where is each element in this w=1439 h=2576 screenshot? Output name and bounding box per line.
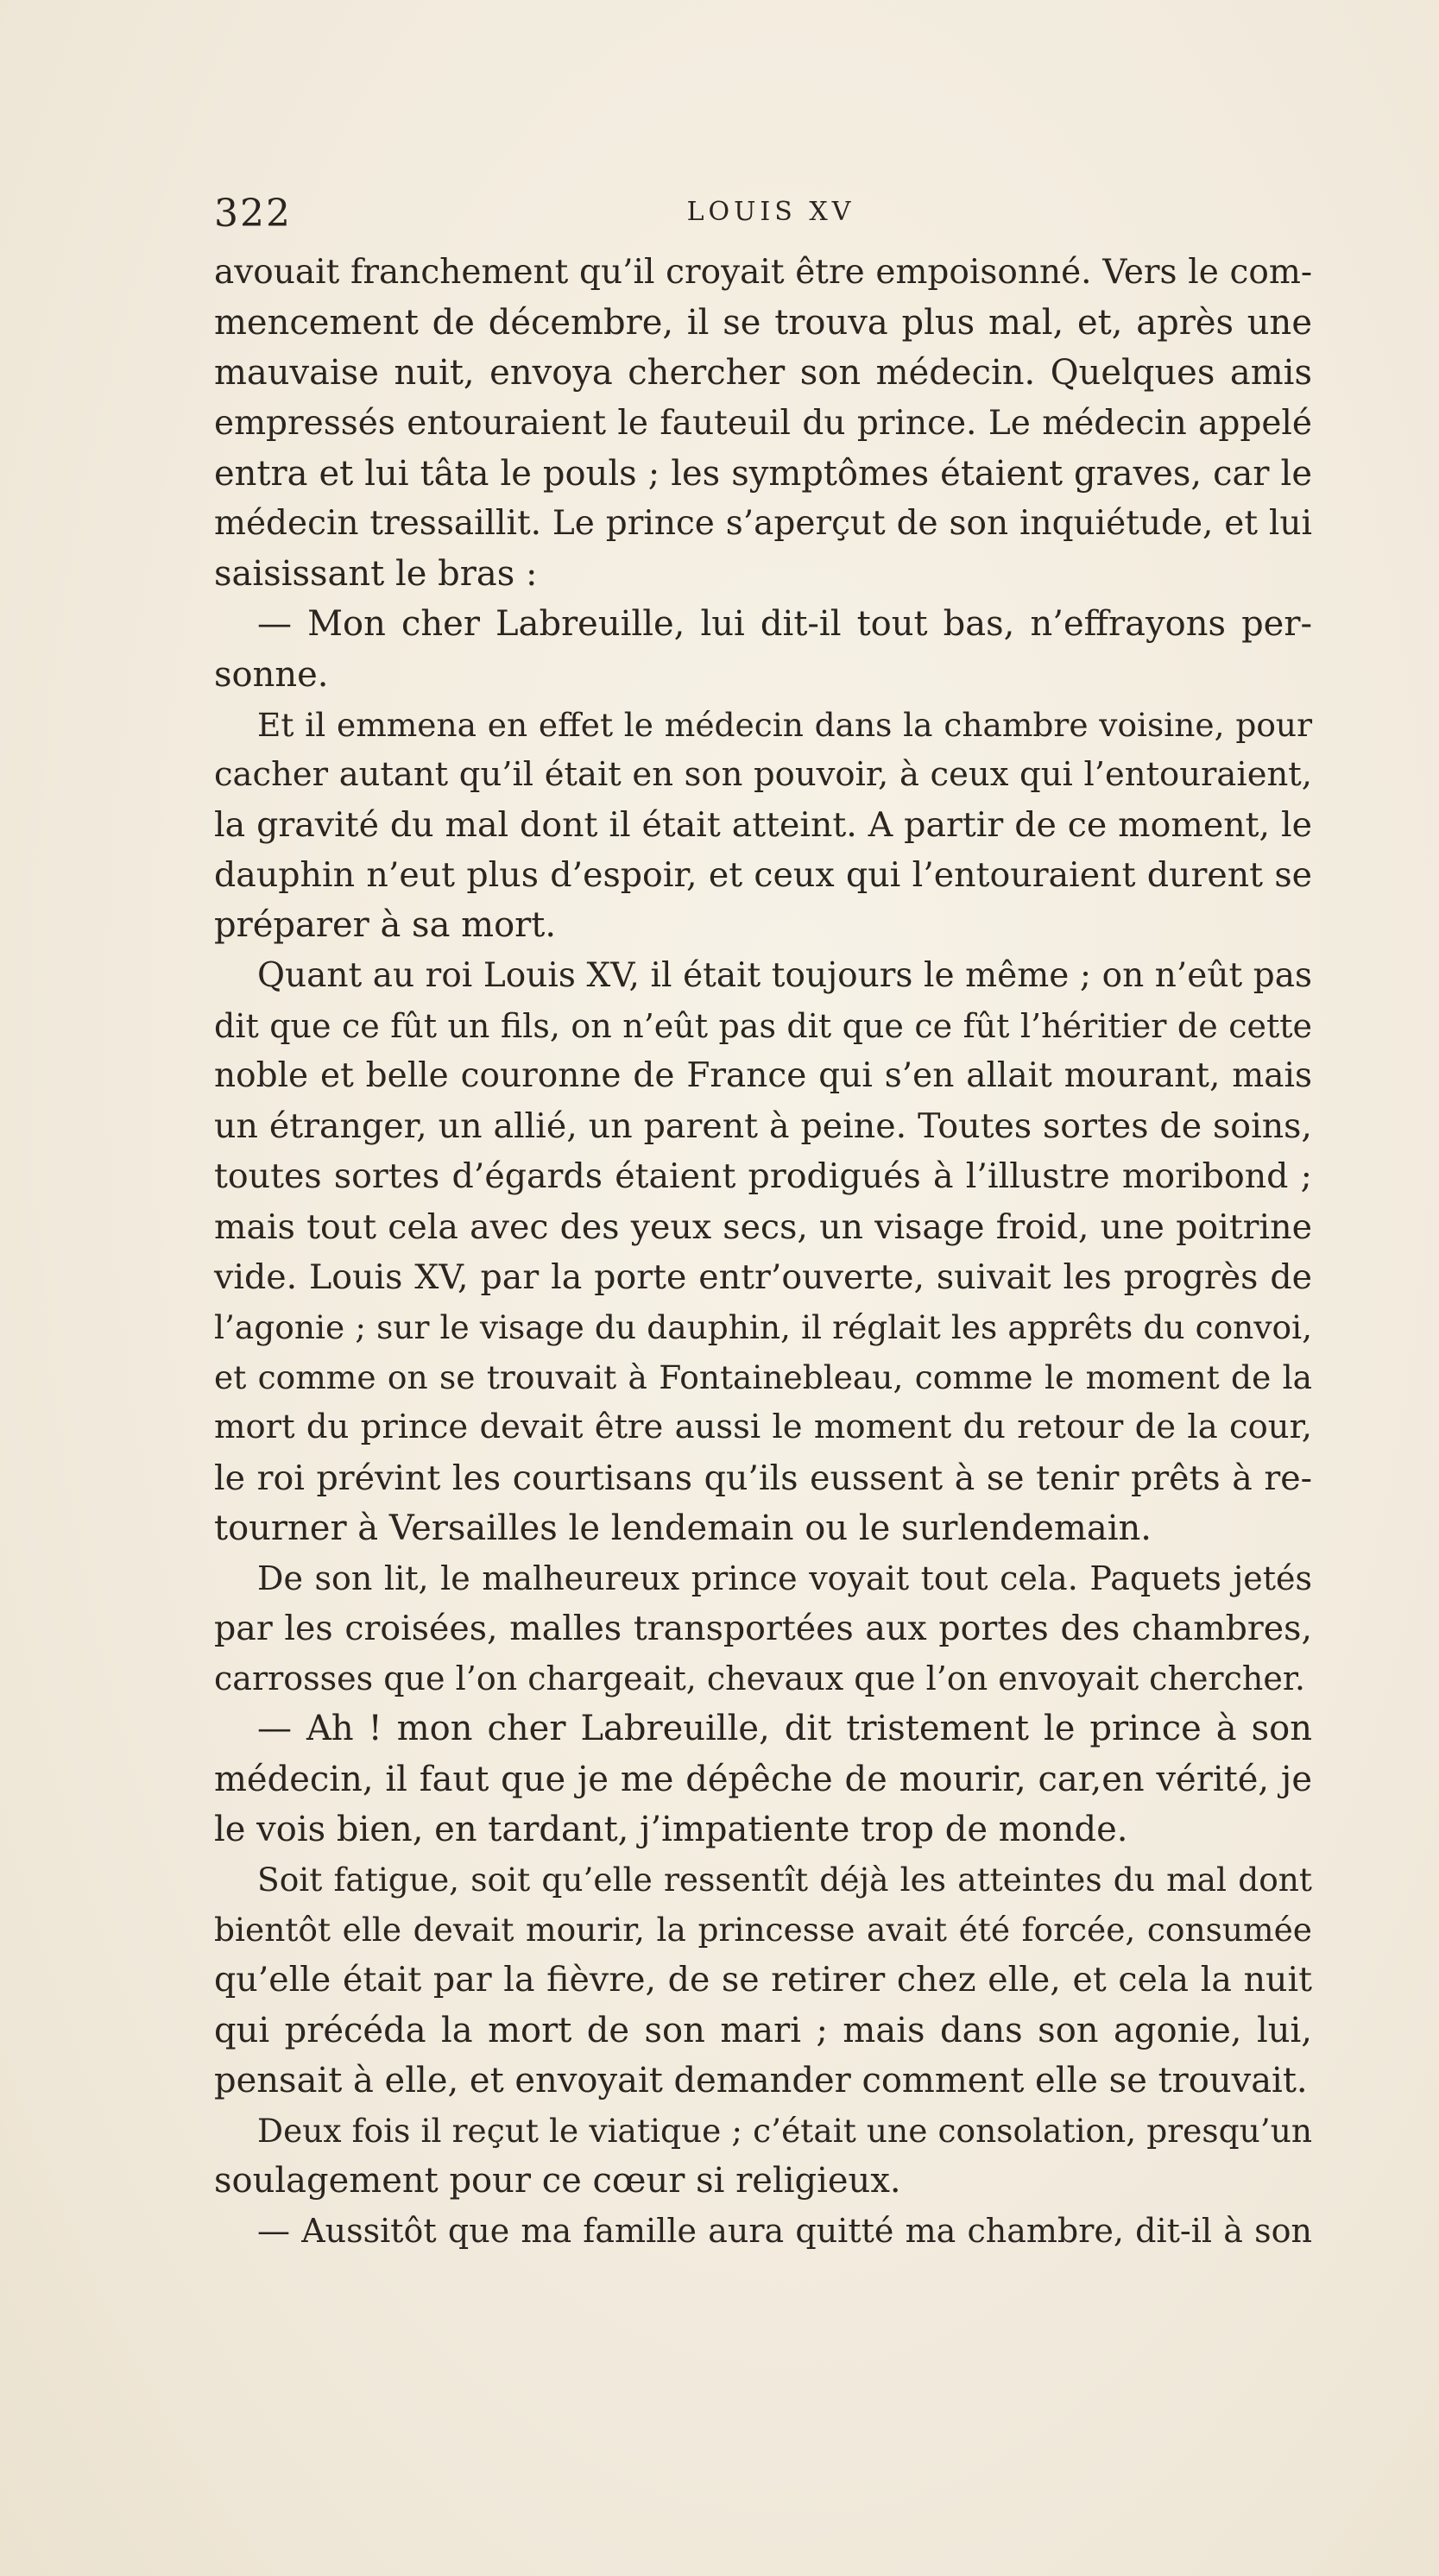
text-line: avouait franchement qu’il croyait être empoisonné. Vers le com-: [214, 253, 1312, 292]
text-line: qu’elle était par la fièvre, de se retirer chez elle, et cela la nuit: [214, 1960, 1312, 2000]
text-line: Deux fois il reçut le viatique ; c’était une consolation, presqu’un: [257, 2111, 1312, 2150]
text-line: dauphin n’eut plus d’espoir, et ceux qui l’entouraient durent se: [214, 855, 1312, 896]
text-line: médecin, il faut que je me dépêche de mourir, car,en vérité, je: [214, 1759, 1312, 1799]
text-line: sonne.: [214, 654, 329, 695]
text-line: par les croisées, malles transportées aux portes des chambres,: [214, 1609, 1312, 1649]
text-line: carrosses que l’on chargeait, chevaux que l’on envoyait chercher.: [214, 1660, 1305, 1698]
text-line: Quant au roi Louis XV, il était toujours le même ; on n’eût pas: [257, 955, 1312, 995]
text-line: qui précéda la mort de son mari ; mais dans son agonie, lui,: [214, 2010, 1312, 2050]
text-line: l’agonie ; sur le visage du dauphin, il réglait les apprêts du convoi,: [214, 1307, 1312, 1346]
text-line: pensait à elle, et envoyait demander comment elle se trouvait.: [214, 2060, 1308, 2100]
running-title: LOUIS XV: [686, 197, 855, 227]
text-line: — Aussitôt que ma famille aura quitté ma chambre, dit-il à son: [257, 2212, 1312, 2251]
text-line: médecin tressaillit. Le prince s’aperçut de son inquiétude, et lui: [214, 503, 1312, 543]
text-line: vide. Louis XV, par la porte entr’ouverte, suivait les progrès de: [214, 1257, 1312, 1297]
text-line: tourner à Versailles le lendemain ou le surlendemain.: [214, 1508, 1152, 1548]
text-line: un étranger, un allié, un parent à peine. Toutes sortes de soins,: [214, 1106, 1312, 1147]
text-line: et comme on se trouvait à Fontainebleau, comme le moment de la: [214, 1358, 1312, 1397]
text-line: mais tout cela avec des yeux secs, un visage froid, une poitrine: [214, 1206, 1312, 1247]
page-number: 322: [214, 192, 292, 236]
text-line: empressés entouraient le fauteuil du prince. Le médecin appelé: [214, 403, 1312, 443]
text-line: — Ah ! mon cher Labreuille, dit tristement le prince à son: [257, 1709, 1312, 1749]
text-line: bientôt elle devait mourir, la princesse avait été forcée, consumée: [214, 1911, 1312, 1949]
text-line: saisissant le bras :: [214, 554, 538, 595]
text-line: — Mon cher Labreuille, lui dit-il tout bas, n’effrayons per-: [257, 604, 1312, 645]
text-line: préparer à sa mort.: [214, 905, 557, 946]
text-line: entra et lui tâta le pouls ; les symptômes étaient graves, car le: [214, 453, 1312, 494]
text-line: Et il emmena en effet le médecin dans la chambre voisine, pour: [257, 705, 1312, 744]
text-line: la gravité du mal dont il était atteint. A partir de ce moment, le: [214, 805, 1312, 846]
text-line: Soit fatigue, soit qu’elle ressentît déjà les atteintes du mal dont: [257, 1861, 1312, 1899]
text-line: toutes sortes d’égards étaient prodigués à l’illustre moribond ;: [214, 1156, 1312, 1197]
text-line: dit que ce fût un fils, on n’eût pas dit que ce fût l’héritier de cette: [214, 1006, 1312, 1045]
text-line: mort du prince devait être aussi le moment du retour de la cour,: [214, 1408, 1312, 1447]
text-line: noble et belle couronne de France qui s’en allait mourant, mais: [214, 1056, 1312, 1095]
body-text: [214, 248, 1312, 2257]
text-line: De son lit, le malheureux prince voyait tout cela. Paquets jetés: [257, 1559, 1312, 1597]
text-line: cacher autant qu’il était en son pouvoir, à ceux qui l’entouraient,: [214, 754, 1312, 794]
text-line: le vois bien, en tardant, j’impatiente trop de monde.: [214, 1809, 1128, 1849]
text-line: le roi prévint les courtisans qu’ils eussent à se tenir prêts à re-: [214, 1458, 1312, 1498]
text-line: soulagement pour ce cœur si religieux.: [214, 2161, 901, 2201]
text-line: mencement de décembre, il se trouva plus mal, et, après une: [214, 303, 1312, 343]
text-line: mauvaise nuit, envoya chercher son médecin. Quelques amis: [214, 353, 1312, 394]
running-head: [214, 192, 1328, 235]
